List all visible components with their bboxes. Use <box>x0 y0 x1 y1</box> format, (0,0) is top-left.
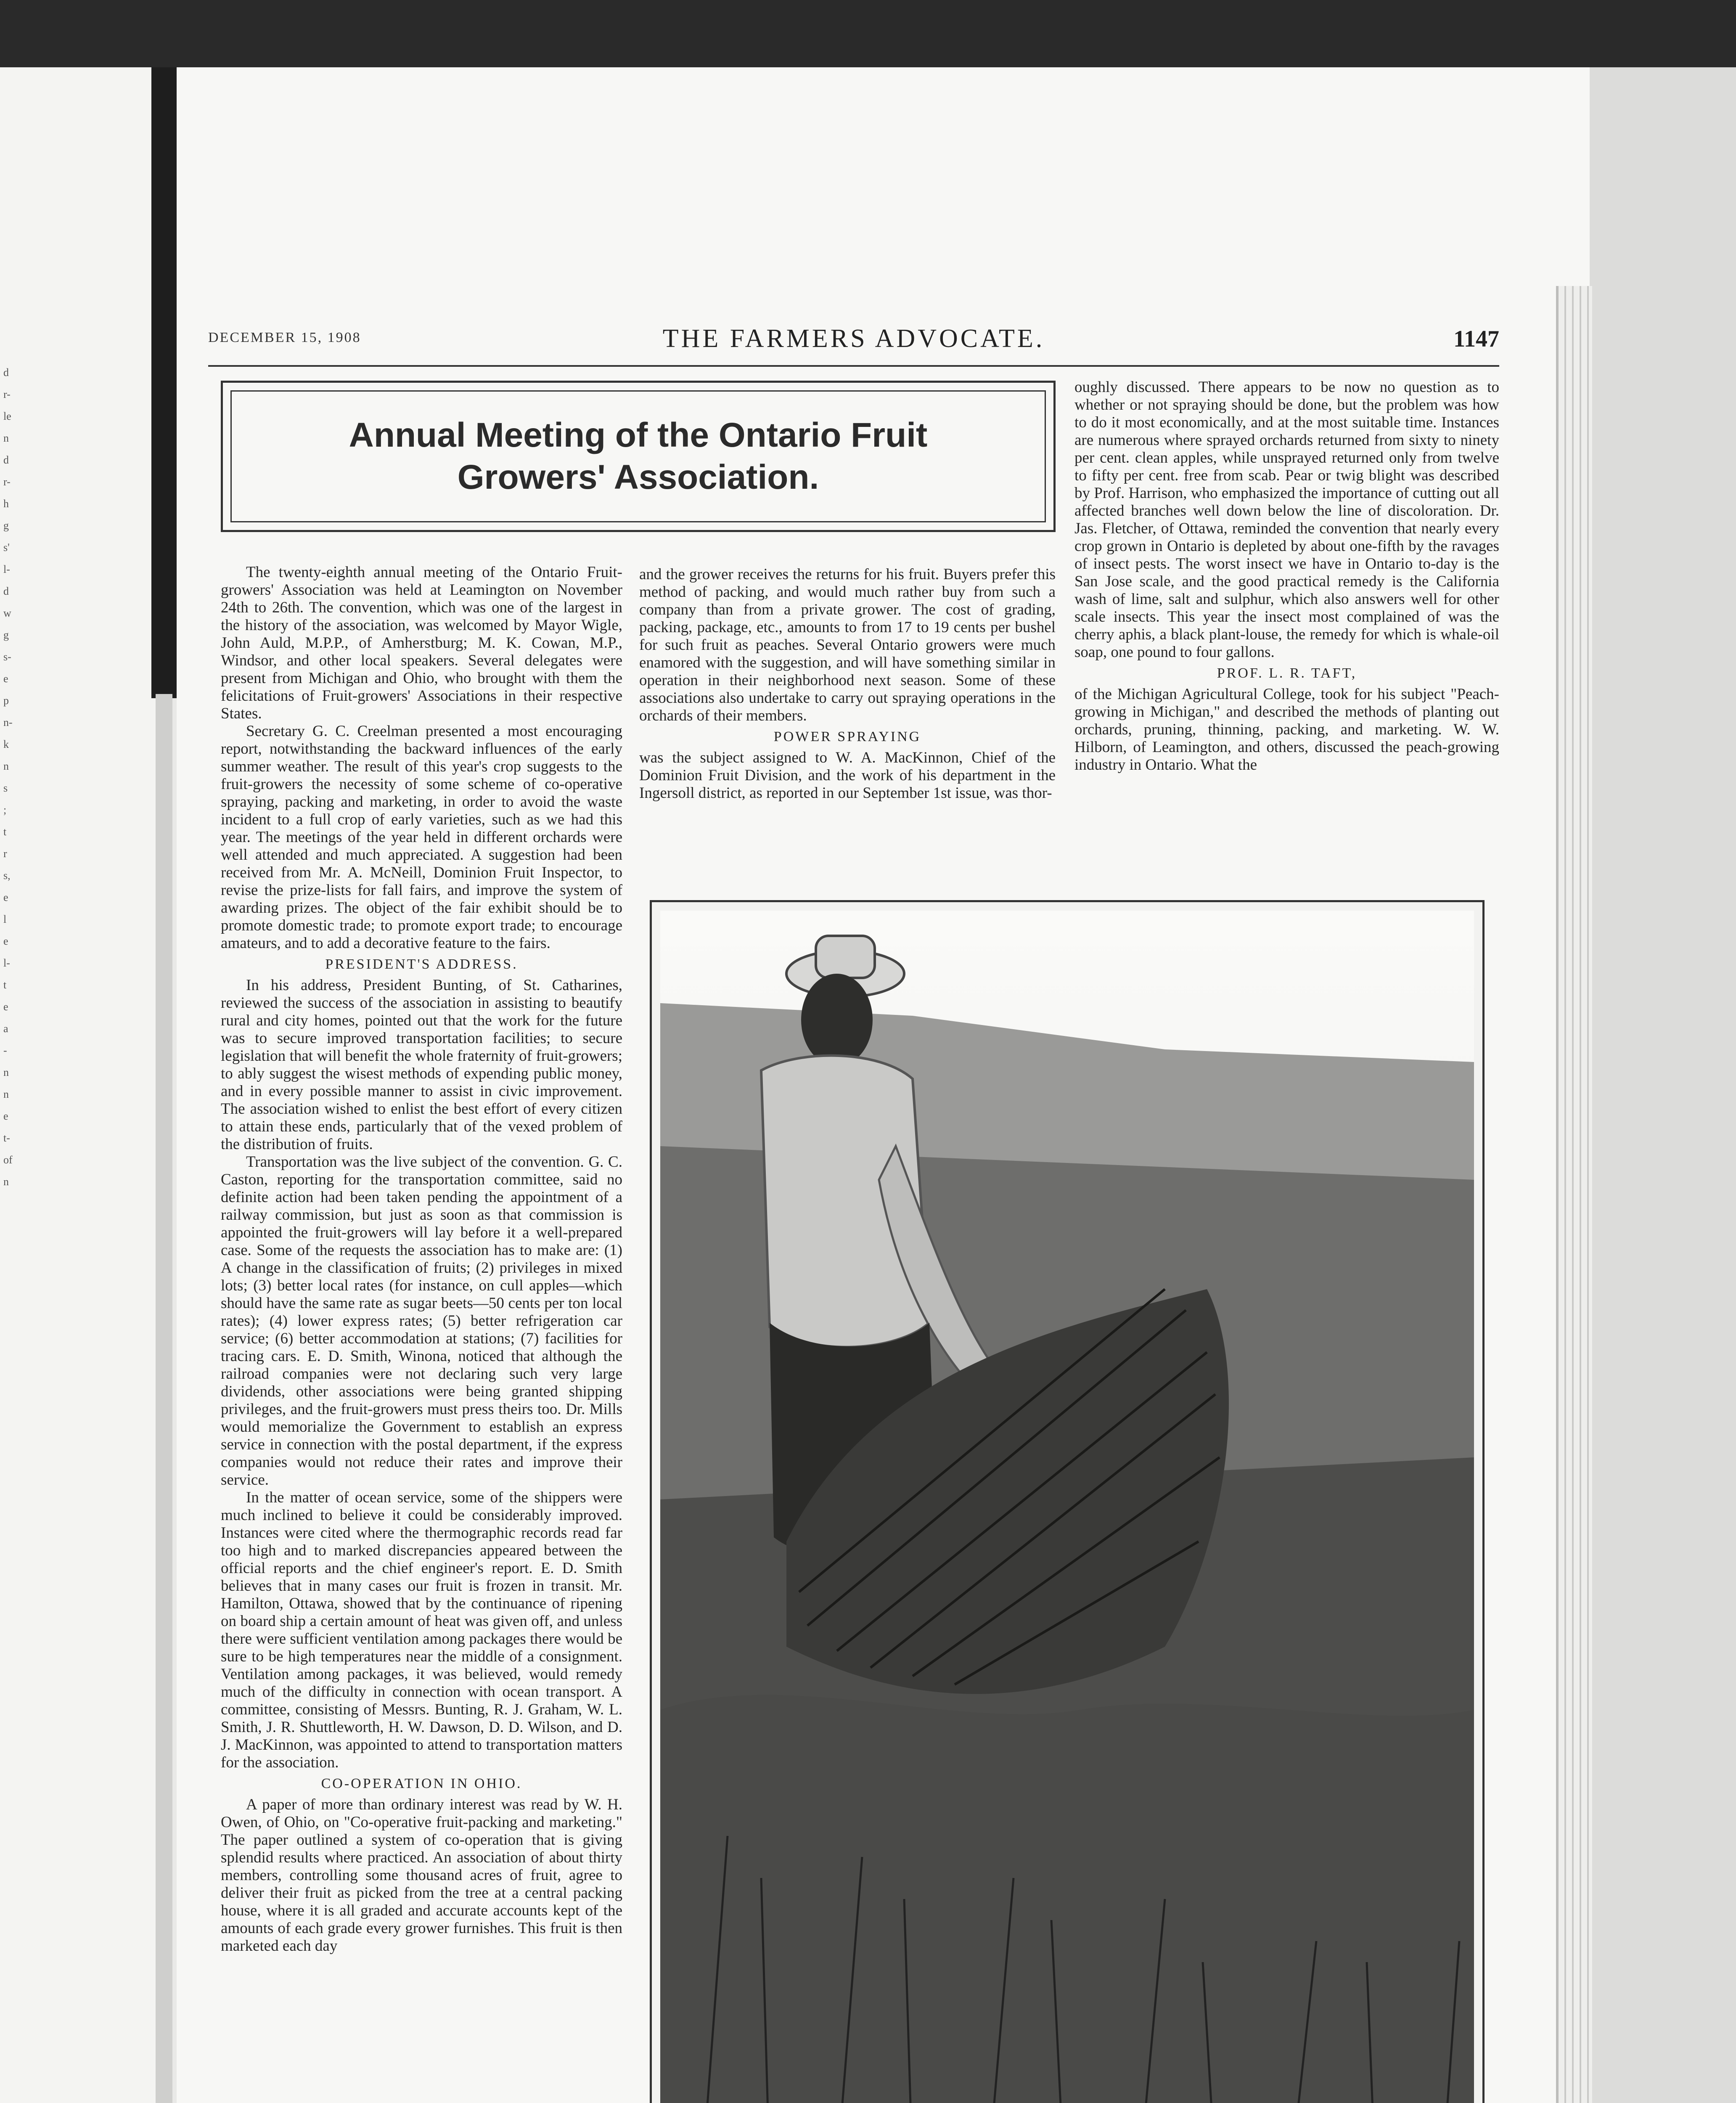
neighbor-fragment: t- <box>3 1132 10 1144</box>
issue-date: DECEMBER 15, 1908 <box>208 330 361 345</box>
neighbor-fragment: e <box>3 673 8 685</box>
neighbor-fragment: of <box>3 1154 13 1166</box>
heading-prof-taft: PROF. L. R. TAFT, <box>1217 665 1357 681</box>
page-edge-leaves <box>1556 286 1592 2103</box>
neighbor-fragment: - <box>3 1044 7 1057</box>
neighbor-fragment: t <box>3 979 7 991</box>
scan-border-right <box>1590 67 1736 2103</box>
neighbor-fragment: p <box>3 694 9 707</box>
neighbor-fragment: e <box>3 1110 8 1122</box>
neighbor-fragment: d <box>3 454 9 466</box>
neighbor-fragment: s- <box>3 651 11 663</box>
neighbor-fragment: le <box>3 410 11 422</box>
article-column-3 <box>1074 379 1499 866</box>
running-header <box>208 324 1499 358</box>
paragraph-ocean-service: In the matter of ocean service, some of the shippers were much inclined to believe it could be considerably improved. Instances were cited where the thermographic records read far too high and to marked discrepancies appeared between the official reports and the chief engineer's report. E. D. Smith believes that in many cases our fruit is frozen in transit. Mr. Hamilton, Ottawa, showed that by the continuance of ripening on board ship a certain amount of heat was given off, and unless there were sufficient ventilation among packages there would be sure to be high temperatures near the middle of a consignment. Ventilation among packages, it was believed, would remedy much of the difficulty in connection with ocean transport. A committee, consisting of Messrs. Bunting, R. J. Graham, W. L. Smith, J. R. Shuttleworth, H. W. Dawson, D. D. Wilson, and D. J. MacKinnon, was appointed to attend to transportation matters for the association. <box>221 1489 622 1771</box>
flax-harvest-illustration <box>660 911 1474 2103</box>
neighbor-fragment: s' <box>3 541 10 554</box>
paragraph-grower-returns: and the grower receives the returns for his fruit. Buyers prefer this method of packing, and would much rather buy from such a company than from a private grower. The cost of grading, packing, package, etc., amounts to from 17 to 19 cents per bushel for such fruit as peaches. Several Ontario growers were much enamored with the suggestion, and will have something similar in operation in their neighborhood next season. Some of these associations also undertake to carry out spraying operations in the orchards of their members. <box>639 566 1056 724</box>
illustration-frame <box>650 900 1485 2103</box>
neighbor-page <box>0 67 156 2103</box>
paragraph-spraying-discussion: oughly discussed. There appears to be now no question as to whether or not spraying should be done, but the problem was how to do it most economically, and at the most suitable time. Instances are numerous where sprayed orchards returned from sixty to ninety per cent. clean apples, while unsprayed returned only from twelve to fifty per cent. free from scab. Pear or twig blight was described by Prof. Harrison, who emphasized the importance of cutting out all affected branches well down below the line of discoloration. Dr. Jas. Fletcher, of Ottawa, reminded the convention that nearly every crop grown in Ontario is depleted by about one-fifth by the ravages of insect pests. The worst insect we have in Ontario to-day is the San Jose scale, and the good practical remedy is the California wash of lime, salt and sulphur, which also answers well for other scale insects. This year the insect most complained of was the cherry aphis, a black plant-louse, the remedy for which is whale-oil soap, one pound to four gallons. <box>1074 379 1499 661</box>
article-title: Annual Meeting of the Ontario Fruit Growers' Association. <box>349 416 928 496</box>
paragraph-cooperation: A paper of more than ordinary interest was read by W. H. Owen, of Ohio, on "Co-operative fruit-packing and marketing." The paper outlined a system of co-operation that is giving splendid results where practiced. An association of about thirty members, controlling some thousand acres of fruit, agree to deliver their fruit as picked from the tree at a central packing house, where it is all graded and accurate accounts kept of the amounts of each grade every grower furnishes. This fruit is then marketed each day <box>221 1796 622 1955</box>
paragraph-meeting-intro: The twenty-eighth annual meeting of the Ontario Fruit-growers' Association was held at Leamington on November 24th to 26th. The convention, which was one of the largest in the history of the association, was welcomed by Mayor Wigle, John Auld, M.P.P., of Amherstburg; M. K. Cowan, M.P., Windsor, and other local speakers. Several delegates were present from Michigan and Ohio, who brought with them the felicitations of Fruit-growers' Associations in their respective States. <box>221 564 622 722</box>
header-rule <box>208 365 1499 367</box>
neighbor-fragment: d <box>3 585 9 597</box>
neighbor-fragment: l <box>3 913 7 925</box>
neighbor-fragment: d <box>3 366 9 379</box>
article-column-1 <box>221 564 622 2103</box>
page-gutter-shadow <box>151 67 177 698</box>
neighbor-fragment: r- <box>3 388 11 400</box>
neighbor-fragment: g <box>3 629 9 641</box>
neighbor-fragment: w <box>3 607 11 619</box>
neighbor-fragment: t <box>3 826 7 838</box>
neighbor-fragment: e <box>3 1001 8 1013</box>
neighbor-fragment: n- <box>3 716 13 728</box>
heading-presidents-address: PRESIDENT'S ADDRESS. <box>325 956 518 972</box>
neighbor-fragment: r- <box>3 476 11 488</box>
foreground-grass <box>660 1695 1474 2103</box>
paragraph-power-spraying: was the subject assigned to W. A. MacKinnon, Chief of the Dominion Fruit Division, and the work of his department in the Ingersoll district, as reported in our September 1st issue, was thor- <box>639 749 1056 802</box>
paragraph-transportation: Transportation was the live subject of the convention. G. C. Caston, reporting for the transportation committee, said no definite action had been taken pending the appointment of a railway commission, but just as soon as that commission is appointed the fruit-growers will lay before it a well-prepared case. Some of the requests the association has to make are: (1) A change in the classification of fruits; (2) privileges in mixed lots; (3) better local rates (for instance, on cull apples—which should have the same rate as sugar beets—50 cents per ton local rates); (4) lower express rates; (5) better refrigeration car service; (6) better accommodation at stations; (7) facilities for tracing cars. E. D. Smith, Winona, noticed that although the railroad companies were not declaring such very large dividends, other associations were being granted shipping privileges, and the fruit-growers must press theirs too. Dr. Mills would memorialize the Government to establish an express service in connection with the postal department, if the express companies would not reduce their rates and improve their service. <box>221 1153 622 1489</box>
heading-power-spraying: POWER SPRAYING <box>773 729 921 744</box>
neighbor-fragment: r <box>3 848 7 860</box>
publication-title: THE FARMERS ADVOCATE. <box>662 324 1045 353</box>
neighbor-fragment: e <box>3 935 8 947</box>
neighbor-fragment: n <box>3 1066 9 1078</box>
heading-cooperation-ohio: CO-OPERATION IN OHIO. <box>321 1776 522 1791</box>
neighbor-fragment: k <box>3 738 9 750</box>
neighbor-fragment: a <box>3 1022 8 1035</box>
article-title-box <box>221 381 1056 532</box>
neighbor-fragment: s, <box>3 869 11 882</box>
page-number: 1147 <box>1453 326 1499 352</box>
neighbor-fragment: l- <box>3 957 10 969</box>
paragraph-secretary-report: Secretary G. C. Creelman presented a most encouraging report, notwithstanding the backward influences of the early summer weather. The result of this year's crop suggests to the fruit-growers the necessity of some scheme of co-operative spraying, packing and marketing, in order to avoid the waste incident to a full crop of early varieties, such as we had this year. The meetings of the year held in different orchards were well attended and much appreciated. A suggestion had been received from Mr. A. McNeill, Dominion Fruit Inspector, to revise the prize-lists for fall fairs, and improve the system of awarding prizes. The object of the fair exhibit should be to promote domestic trade; to promote export trade; to encourage amateurs, and to add a decorative feature to the fairs. <box>221 723 622 952</box>
paragraph-peach-growing: of the Michigan Agricultural College, took for his subject "Peach-growing in Michigan," and described the methods of planting out orchards, pruning, thinning, packing, and marketing. W. W. Hilborn, of Leamington, and others, discussed the peach-growing industry in Ontario. What the <box>1074 686 1499 773</box>
neighbor-fragment: g <box>3 519 9 532</box>
neighbor-fragment: n <box>3 1088 9 1100</box>
neighbor-fragment: e <box>3 891 8 903</box>
neighbor-fragment: n <box>3 432 9 444</box>
face <box>801 974 873 1066</box>
neighbor-fragment: n <box>3 760 9 772</box>
article-column-2 <box>639 566 1056 860</box>
neighbor-fragment: ; <box>3 804 7 816</box>
scan-border-top <box>0 0 1736 67</box>
article-title-inner-border <box>230 390 1046 522</box>
neighbor-page-text-fragments <box>3 362 20 1193</box>
neighbor-fragment: n <box>3 1176 9 1188</box>
page-gutter <box>156 694 172 2103</box>
neighbor-fragment: l- <box>3 563 10 575</box>
hat-crown <box>816 936 875 978</box>
neighbor-fragment: h <box>3 498 9 510</box>
paragraph-presidents-address: In his address, President Bunting, of St. Catharines, reviewed the success of the association in assisting to beautify rural and city homes, pointed out that the work for the future was to secure improved transportation facilities; to secure legislation that will benefit the whole fraternity of fruit-growers; to ably suggest the wisest methods of expending public money, and in every possible manner to assist in civic improvement. The association wished to enlist the best effort of every citizen to attain these ends, particularly that of the vexed problem of the distribution of fruits. <box>221 977 622 1153</box>
neighbor-fragment: s <box>3 782 8 794</box>
